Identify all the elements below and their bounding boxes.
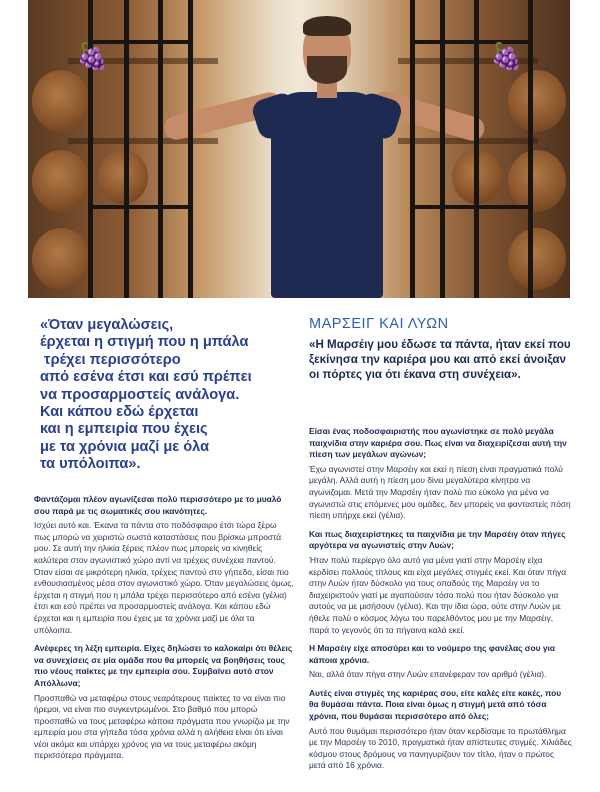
right-column xyxy=(309,426,572,779)
interview-question: Και πως διαχειρίστηκες τα παιχνίδια με την Μαρσέιγ όταν πήγες αργότερα να αγωνιστείς στην Λυών; xyxy=(309,528,566,551)
interview-answer: Αυτό που θυμάμαι περισσότερο ήταν όταν κερδίσαμε το πρωτάθλημα με την Μαρσέιγ το 2010, πραγματικά ήταν απίστευτες στιγμές. Χιλιάδες κόσμου στους δρόμους να πανηγυρίζουν τον τίτλο, ήταν ο πρώτος μετά από 16 χρόνια. xyxy=(309,725,572,771)
grapes-icon: 🍇 xyxy=(76,42,109,72)
interview-answer: Έχω αγωνιστεί στην Μαρσέιγ και εκεί η πίεση είναι πραγματικά πολύ μεγάλη. Αλλά αυτή η πίεση μου δίνει μεγαλύτερα κίνητρα να αγωνιζομαι. Μετά την Μαρσέιγ ήταν πολύ πιο εύκολο για μένα να αγωνιστώ στις επόμενες μου ομάδες, δεν μπορείς να φανταστείς πόση πίεση υπήρχε εκεί (γέλια). xyxy=(309,463,571,521)
quote-line: να προσαρμοστείς ανάλογα. xyxy=(40,386,240,403)
barrel xyxy=(32,228,90,290)
interview-question: Η Μαρσέιγ είχε αποσύρει και το νούμερο της φανέλας σου για κάποια χρόνια. xyxy=(309,643,555,665)
gate-bar xyxy=(124,0,129,298)
interview-answer: Ισχύει αυτό και. Έκανα τα πάντα στο ποδόσφαιρο έτσι τώρα ξέρω πως μπορώ να χειριστώ σωστά καταστάσεις που βρίσκω μπροστά μου. Σε αυτή την ηλικία ξέρεις πλέον πως μπορείς να κινηθείς καλύτερα στον αγωνιστικό χώρο αντί να τρέχεις συνέχεια παντού. Όταν είσαι σε μικρότερη ηλικία, τρέχεις παντού στο γήπεδο, είσαι πιο ενθουσιασμένος μέσα στον αγωνιστικό χώρο. Όταν μεγαλώσεις όμως, έρχεται η στιγμή που η μπάλα τρέχει περισσότερο από εσένα (γέλια) έτσι και εσύ πρέπει να προσαρμοστείς ανάλογα. Και κάπου εδώ έρχεται και η εμπειρία που έχεις με τα χρόνια μαζί με όλα τα υπόλοιπα. xyxy=(34,520,294,635)
gate-bar xyxy=(440,0,445,298)
grapes-icon: 🍇 xyxy=(490,42,523,72)
gate-bar xyxy=(188,0,193,298)
barrel xyxy=(508,228,566,290)
quote-line: με τα χρόνια μαζί με όλα xyxy=(40,438,210,455)
quote-line: «Όταν μεγαλώσεις, xyxy=(40,317,174,333)
quote-line: τα υπόλοιπα». xyxy=(40,456,141,473)
interview-question: Φαντάζομαι πλέον αγωνίζεσαι πολύ περισσότερο με το μυαλό σου παρά με τις σωματικές σου ικανότητες. xyxy=(34,494,282,516)
gate-bar xyxy=(474,0,479,298)
quote-line: από εσένα έτσι και εσύ πρέπει xyxy=(40,369,252,386)
interview-question: Είσαι ένας ποδοσφαιριστής που αγωνίστηκε σε πολύ μεγάλα παιχνίδια στην καριέρα σου. Πως είναι να διαχειρίζεσαι αυτή την πίεση των μεγάλων αγώνων; xyxy=(309,426,567,460)
barrel xyxy=(98,150,148,204)
interview-answer: Προσπαθώ να μεταφέρω στους νεαρότερους παίκτες το να είναι πιο ήρεμοι, να είναι πιο συγκεντρωμένοι. Στο βαθμό που μπορώ προσπαθώ να τους μεταφέρω κάποια πράγματα που γνωρίζω με την εμπειρία μου στα γήπεδα τόσα χρόνια αλλά η αλήθεια είναι ότι είναι νέοι ακόμα και υπάρχει χρόνος για να τους μεταφέρω ακόμη περισσότερα πράγματα. xyxy=(34,692,290,761)
quote-line: και η εμπειρία που έχεις xyxy=(40,421,208,438)
quote-line: έρχεται η στιγμή που η μπάλα xyxy=(40,334,249,351)
gate-crossbar xyxy=(410,205,533,209)
interview-photo xyxy=(28,0,570,298)
pull-quote-left xyxy=(40,317,292,474)
interview-answer: Ήταν πολύ περίεργο όλο αυτό για μένα γιατί στην Μαρσέιγ είχα κερδίσει πολλούς τίτλους και είχα μεγάλες στιγμές εκεί. Και όταν πήγα στην Λυών ήταν δύσκολο για τους οπαδούς της Μαρσέιγ να το διαχειριστούν γιατί με αγαπούσαν τόσο πολύ που ήταν δύσκολο για αυτούς να με μισήσουν (γέλια). Και την ίδια ώρα, ούτε στην Λυών με ήθελε πολύ ο κόσμος λόγω του παρελθόντος μου με την Μαρσέιγ, παρά το γεγονός ότι τα πήγαινα καλά εκεί. xyxy=(309,554,567,635)
left-column xyxy=(34,494,294,769)
gate-crossbar xyxy=(88,205,193,209)
quote-line: τρέχει περισσότερο xyxy=(40,351,181,368)
barrel xyxy=(508,70,566,132)
gate-bar xyxy=(528,0,533,298)
barrel xyxy=(508,150,566,212)
barrel xyxy=(32,70,90,132)
quote-line: Και κάπου εδώ έρχεται xyxy=(40,404,199,421)
section-title: ΜΑΡΣΕΙΓ ΚΑΙ ΛΥΩΝ xyxy=(309,316,449,332)
interview-answer: Ναι, αλλά όταν πήγα στην Λυών επανέφεραν τον αριθμό (γέλια). xyxy=(309,669,547,680)
gate-bar xyxy=(158,0,163,298)
interview-question: Αυτές είναι στιγμές της καριέρας σου, είτε καλές είτε κακές, που θα θυμάσαι πάντα. Ποια είναι όμως η στιγμή μετά από τόσα χρόνια, που θυμάσαι περισσότερο από όλες; xyxy=(309,687,562,722)
gate-bar xyxy=(410,0,415,298)
person-figure xyxy=(233,8,413,298)
pull-quote-right: «Η Μαρσέιγ μου έδωσε τα πάντα, ήταν εκεί που ξεκίνησα την καριέρα μου και από εκεί άνοιξαν οι πόρτες για ότι έκανα στη συνέχεια». xyxy=(309,338,571,381)
interview-question: Ανέφερες τη λέξη εμπειρία. Είχες δηλώσει το καλοκαίρι ότι θέλεις να συνεχίσεις σε μία ομάδα που θα μπορείς να βοηθήσεις τους πιο νέους παίκτες με την εμπειρία σου. Συμβαίνει αυτό στον Απόλλωνα; xyxy=(34,643,293,688)
barrel xyxy=(32,150,90,212)
